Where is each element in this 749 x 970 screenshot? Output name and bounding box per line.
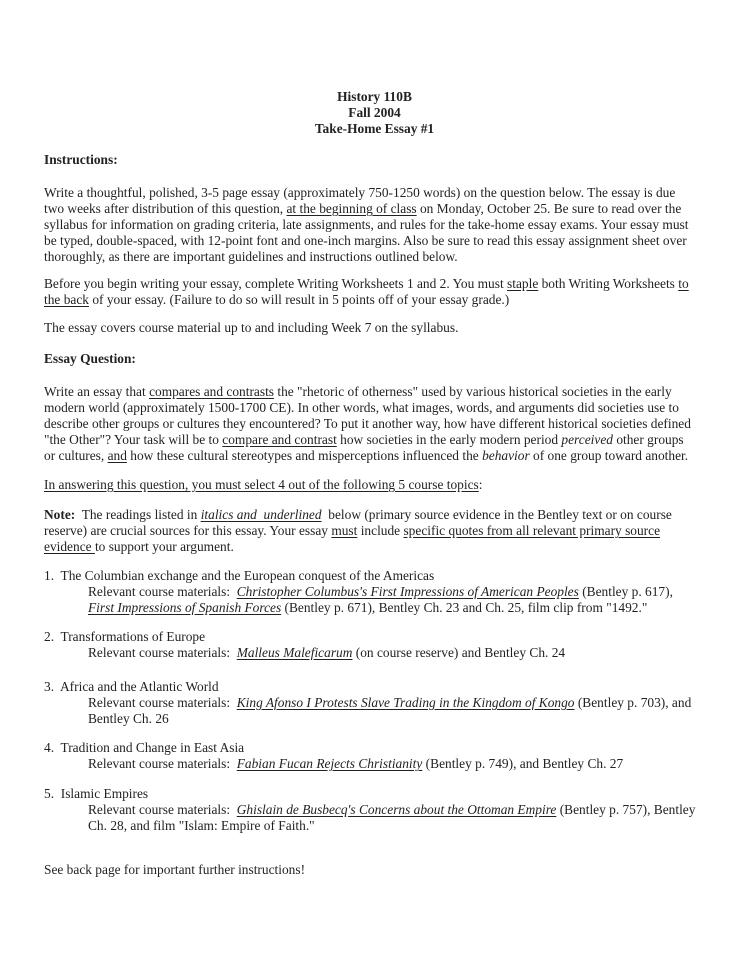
topic-title: Tradition and Change in East Asia — [60, 740, 245, 755]
worksheet-line — [44, 276, 689, 292]
footer-note: See back page for important further instructions! — [44, 862, 306, 877]
text: two weeks after distribution of this question, — [44, 201, 287, 216]
note-line — [44, 523, 660, 539]
instructions-line: thoroughly, as there are important guidelines and instructions outlined below. — [44, 249, 458, 264]
essay-question-heading: Essay Question: — [44, 351, 136, 366]
topic-materials: Ch. 28, and film "Islam: Empire of Faith." — [88, 818, 315, 833]
instructions-line: Write a thoughtful, polished, 3-5 page essay (approximately 750-1250 words) on the question below. The essay is due — [44, 185, 676, 200]
text: how societies in the early modern period — [336, 432, 562, 447]
topic-materials — [88, 802, 695, 818]
coverage-line: The essay covers course material up to and including Week 7 on the syllabus. — [44, 320, 459, 335]
topic-number: 1. — [44, 568, 55, 583]
question-line: modern world (approximately 1500-1700 CE). In other words, what images, words, and arguments did societies use to — [44, 400, 679, 415]
document-title: Take-Home Essay #1 — [314, 121, 435, 136]
text: (Bentley p. 617), — [578, 584, 673, 599]
topic-materials — [88, 756, 623, 772]
text: of one group toward another. — [529, 448, 689, 463]
course-name: History 110B — [337, 89, 412, 104]
reading-link: First Impressions of Spanish Forces — [88, 600, 282, 615]
note-line — [44, 507, 672, 523]
text: include — [357, 523, 404, 538]
text: the "rhetoric of otherness" used by various historical societies in the early — [274, 384, 672, 399]
note-line — [44, 539, 234, 555]
topic-item — [44, 568, 434, 584]
topic-item — [44, 786, 148, 802]
note-label: Note: — [44, 507, 76, 522]
topic-item — [44, 679, 219, 695]
topic-number: 4. — [44, 740, 55, 755]
term: Fall 2004 — [348, 105, 401, 120]
instructions-heading: Instructions: — [44, 152, 118, 167]
text: on Monday, October 25. Be sure to read over the — [416, 201, 682, 216]
emphasis-underline: In answering this question, you must select 4 out of the following 5 course topics — [44, 477, 479, 492]
reading-link: Fabian Fucan Rejects Christianity — [236, 756, 423, 771]
topic-materials — [88, 584, 673, 600]
topic-materials — [88, 645, 565, 661]
topic-number: 5. — [44, 786, 55, 801]
topic-materials — [88, 600, 647, 616]
reading-link: Ghislain de Busbecq's Concerns about the Ottoman Empire — [236, 802, 557, 817]
reading-link: King Afonso I Protests Slave Trading in the Kingdom of Kongo — [236, 695, 575, 710]
emphasis-italic-underline: italics and underlined — [200, 507, 322, 522]
text: how these cultural stereotypes and misperceptions influenced the — [126, 448, 483, 463]
question-line — [44, 384, 672, 400]
emphasis-italic: behavior — [482, 448, 530, 463]
text: (Bentley p. 749), and Bentley Ch. 27 — [422, 756, 624, 771]
question-line — [44, 448, 688, 464]
topic-number: 2. — [44, 629, 55, 644]
instructions-line — [44, 201, 681, 217]
text: reserve) are crucial sources for this essay. Your essay — [44, 523, 332, 538]
emphasis-underline: the back — [44, 292, 89, 307]
emphasis-underline: at the beginning of class — [286, 201, 417, 216]
topic-title: The Columbian exchange and the European conquest of the Americas — [60, 568, 435, 583]
emphasis-underline: staple — [507, 276, 539, 291]
materials-label: Relevant course materials: — [88, 584, 237, 599]
instructions-line: be typed, double-spaced, with 12-point font and one-inch margins. Also be sure to read this essay assignment sheet over — [44, 233, 687, 248]
text: to support your argument. — [94, 539, 234, 554]
text: : — [478, 477, 483, 492]
topic-title: Islamic Empires — [60, 786, 149, 801]
text: (Bentley p. 703), and — [574, 695, 692, 710]
materials-label: Relevant course materials: — [88, 802, 237, 817]
materials-label: Relevant course materials: — [88, 695, 237, 710]
text: (Bentley p. 757), Bentley — [556, 802, 696, 817]
reading-link: Christopher Columbus's First Impressions of American Peoples — [236, 584, 579, 599]
materials-label: Relevant course materials: — [88, 756, 237, 771]
emphasis-underline: compare and contrast — [222, 432, 337, 447]
topic-title: Transformations of Europe — [60, 629, 206, 644]
emphasis-underline: compares and contrasts — [149, 384, 274, 399]
text: of your essay. (Failure to do so will result in 5 points off of your essay grade.) — [88, 292, 510, 307]
worksheet-line — [44, 292, 509, 308]
emphasis-underline: evidence — [44, 539, 95, 554]
topic-item — [44, 740, 244, 756]
topic-title: Africa and the Atlantic World — [60, 679, 219, 694]
instructions-line: syllabus for information on grading criteria, late assignments, and rules for the take-home essay exams. Your essay must — [44, 217, 689, 232]
text: "the Other"? Your task will be to — [44, 432, 223, 447]
topic-materials — [88, 695, 691, 711]
emphasis-italic: perceived — [561, 432, 613, 447]
materials-label: Relevant course materials: — [88, 645, 237, 660]
emphasis-underline: specific quotes from all relevant primary source — [403, 523, 661, 538]
text: (on course reserve) and Bentley Ch. 24 — [352, 645, 566, 660]
question-line — [44, 432, 684, 448]
text: or cultures, — [44, 448, 108, 463]
text: (Bentley p. 671), Bentley Ch. 23 and Ch. 25, film clip from "1492." — [281, 600, 648, 615]
topic-materials: Bentley Ch. 26 — [88, 711, 169, 726]
question-line: describe other groups or cultures they encountered? To put it another way, how have different historical societies defined — [44, 416, 691, 431]
emphasis-underline: must — [331, 523, 358, 538]
topic-selection-line — [44, 477, 483, 493]
text: The readings listed in — [75, 507, 201, 522]
text: both Writing Worksheets — [538, 276, 679, 291]
emphasis-underline: and — [107, 448, 127, 463]
topic-number: 3. — [44, 679, 55, 694]
text: Before you begin writing your essay, complete Writing Worksheets 1 and 2. You must — [44, 276, 508, 291]
reading-link: Malleus Maleficarum — [236, 645, 353, 660]
text: below (primary source evidence in the Bentley text or on course — [321, 507, 672, 522]
text: other groups — [612, 432, 684, 447]
topic-item — [44, 629, 205, 645]
text: Write an essay that — [44, 384, 150, 399]
emphasis-underline: to — [678, 276, 689, 291]
